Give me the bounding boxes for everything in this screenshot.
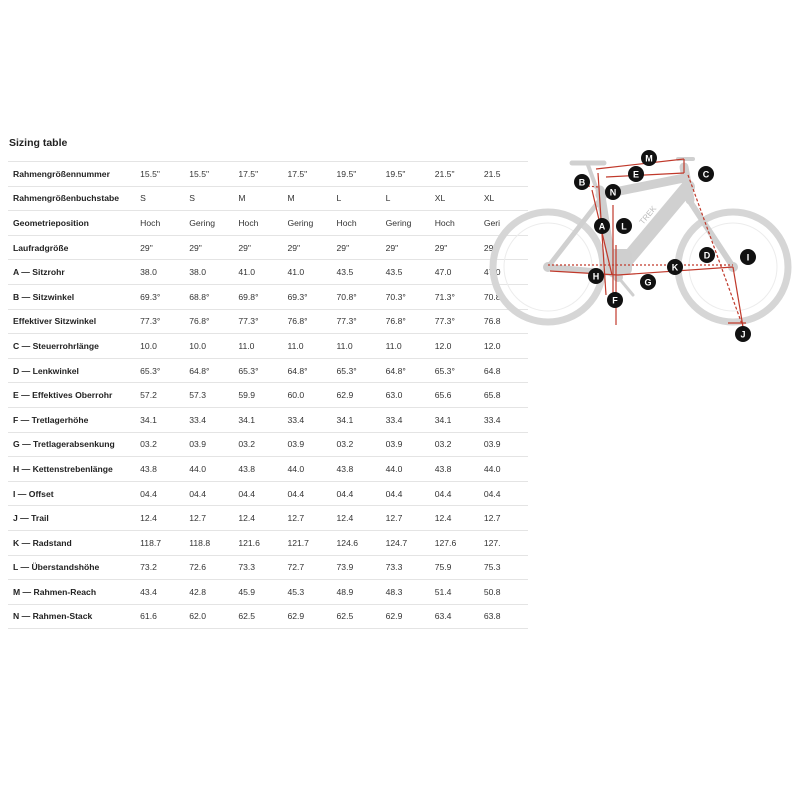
- table-cell: 03.9: [184, 432, 233, 457]
- table-cell: 121.7: [282, 530, 331, 555]
- table-cell: 03.2: [332, 432, 381, 457]
- table-cell: 76.8°: [282, 309, 331, 334]
- table-cell: 57.2: [135, 383, 184, 408]
- marker-A: [594, 218, 610, 234]
- table-cell: 29": [184, 235, 233, 260]
- marker-D: [699, 247, 715, 263]
- marker-F: [607, 292, 623, 308]
- table-cell: 43.4: [135, 580, 184, 605]
- table-cell: 45.3: [282, 580, 331, 605]
- row-label: E — Effektives Oberrohr: [8, 383, 135, 408]
- table-cell: 41.0: [233, 260, 282, 285]
- table-cell: 33.4: [282, 407, 331, 432]
- table-cell: 51.4: [430, 580, 479, 605]
- table-row: [8, 235, 528, 260]
- table-row: [8, 358, 528, 383]
- row-label: F — Tretlagerhöhe: [8, 407, 135, 432]
- table-cell: L: [381, 186, 430, 211]
- table-cell: 64.8: [479, 358, 528, 383]
- table-row: [8, 432, 528, 457]
- table-row: [8, 334, 528, 359]
- table-cell: 29": [479, 235, 528, 260]
- row-label: Rahmengrößenbuchstabe: [8, 186, 135, 211]
- table-cell: Hoch: [233, 211, 282, 236]
- marker-J-label: J: [740, 329, 746, 340]
- frame-logo: TREK: [637, 204, 659, 227]
- table-cell: 43.5: [332, 260, 381, 285]
- marker-F-label: F: [612, 295, 618, 306]
- table-cell: 69.8°: [233, 284, 282, 309]
- table-cell: 69.3°: [135, 284, 184, 309]
- table-cell: Gering: [381, 211, 430, 236]
- table-cell: 29": [332, 235, 381, 260]
- table-cell: 04.4: [184, 481, 233, 506]
- marker-L: [616, 218, 632, 234]
- table-row: [8, 457, 528, 482]
- table-row: [8, 383, 528, 408]
- table-cell: 03.2: [430, 432, 479, 457]
- table-cell: 03.2: [233, 432, 282, 457]
- table-cell: 124.7: [381, 530, 430, 555]
- table-cell: 64.8°: [381, 358, 430, 383]
- table-cell: 48.9: [332, 580, 381, 605]
- table-row: [8, 284, 528, 309]
- table-cell: 63.8: [479, 604, 528, 629]
- table-cell: 65.6: [430, 383, 479, 408]
- table-cell: 65.3°: [430, 358, 479, 383]
- table-cell: 38.0: [184, 260, 233, 285]
- table-cell: Hoch: [135, 211, 184, 236]
- sizing-table-container: [8, 161, 501, 629]
- marker-A-label: A: [598, 221, 606, 232]
- bike-geometry-svg: [488, 145, 798, 350]
- table-cell: 21.5": [430, 162, 479, 187]
- table-cell: 10.0: [184, 334, 233, 359]
- table-row: [8, 186, 528, 211]
- table-cell: 45.9: [233, 580, 282, 605]
- table-cell: 72.7: [282, 555, 331, 580]
- marker-D-label: D: [703, 250, 711, 261]
- table-cell: 70.8°: [332, 284, 381, 309]
- table-cell: 62.0: [184, 604, 233, 629]
- table-cell: 33.4: [479, 407, 528, 432]
- table-cell: S: [135, 186, 184, 211]
- marker-B-label: B: [578, 177, 586, 188]
- row-label: K — Radstand: [8, 530, 135, 555]
- table-cell: 62.5: [332, 604, 381, 629]
- marker-G-label: G: [644, 277, 652, 288]
- marker-M-label: M: [645, 153, 653, 164]
- table-cell: 44.0: [479, 457, 528, 482]
- table-cell: 61.6: [135, 604, 184, 629]
- table-cell: 71.3°: [430, 284, 479, 309]
- table-cell: 33.4: [381, 407, 430, 432]
- table-cell: 47.0: [430, 260, 479, 285]
- marker-M: [641, 150, 657, 166]
- table-cell: 04.4: [233, 481, 282, 506]
- table-cell: 73.9: [332, 555, 381, 580]
- table-cell: 10.0: [135, 334, 184, 359]
- table-cell: 04.4: [430, 481, 479, 506]
- table-cell: S: [184, 186, 233, 211]
- table-cell: 15.5": [184, 162, 233, 187]
- table-cell: 44.0: [282, 457, 331, 482]
- table-cell: 43.8: [430, 457, 479, 482]
- table-cell: 118.7: [135, 530, 184, 555]
- table-cell: 73.3: [381, 555, 430, 580]
- table-cell: Geri: [479, 211, 528, 236]
- table-row: [8, 481, 528, 506]
- row-label: C — Steuerrohrlänge: [8, 334, 135, 359]
- table-cell: 11.0: [282, 334, 331, 359]
- table-cell: 34.1: [430, 407, 479, 432]
- table-cell: 04.4: [332, 481, 381, 506]
- table-cell: 60.0: [282, 383, 331, 408]
- bike-geometry-diagram: [488, 145, 798, 350]
- table-cell: 63.0: [381, 383, 430, 408]
- marker-G: [640, 274, 656, 290]
- table-cell: 42.8: [184, 580, 233, 605]
- table-cell: 04.4: [282, 481, 331, 506]
- table-cell: 41.0: [282, 260, 331, 285]
- table-row: [8, 604, 528, 629]
- table-cell: 63.4: [430, 604, 479, 629]
- row-label: Laufradgröße: [8, 235, 135, 260]
- marker-C-label: C: [702, 169, 710, 180]
- table-cell: 62.9: [332, 383, 381, 408]
- table-cell: 62.9: [282, 604, 331, 629]
- table-cell: 44.0: [381, 457, 430, 482]
- page-title: Sizing table: [9, 137, 68, 149]
- table-cell: 57.3: [184, 383, 233, 408]
- table-cell: 70.3°: [381, 284, 430, 309]
- table-row: [8, 309, 528, 334]
- table-cell: M: [233, 186, 282, 211]
- table-cell: 64.8°: [282, 358, 331, 383]
- row-label: L — Überstandshöhe: [8, 555, 135, 580]
- table-cell: 33.4: [184, 407, 233, 432]
- table-cell: L: [332, 186, 381, 211]
- table-row: [8, 506, 528, 531]
- table-cell: 12.7: [184, 506, 233, 531]
- table-cell: 12.4: [332, 506, 381, 531]
- table-cell: 12.0: [479, 334, 528, 359]
- table-cell: 04.4: [381, 481, 430, 506]
- table-cell: 43.5: [381, 260, 430, 285]
- table-cell: 29": [135, 235, 184, 260]
- marker-J: [735, 326, 751, 342]
- table-cell: M: [282, 186, 331, 211]
- table-cell: 76.8°: [184, 309, 233, 334]
- table-cell: Gering: [282, 211, 331, 236]
- table-cell: 59.9: [233, 383, 282, 408]
- table-cell: 50.8: [479, 580, 528, 605]
- table-cell: 12.0: [430, 334, 479, 359]
- table-cell: 127.6: [430, 530, 479, 555]
- row-label: Rahmengrößennummer: [8, 162, 135, 187]
- marker-E-label: E: [632, 169, 640, 180]
- table-cell: 03.9: [381, 432, 430, 457]
- table-cell: 65.3°: [135, 358, 184, 383]
- table-cell: 43.8: [233, 457, 282, 482]
- table-cell: 12.7: [479, 506, 528, 531]
- marker-K-label: K: [671, 262, 679, 273]
- row-label: A — Sitzrohr: [8, 260, 135, 285]
- marker-B: [574, 174, 590, 190]
- table-cell: 70.8: [479, 284, 528, 309]
- table-cell: 29": [282, 235, 331, 260]
- sizing-table: [8, 161, 528, 629]
- table-row: [8, 555, 528, 580]
- marker-H: [588, 268, 604, 284]
- table-cell: 19.5": [332, 162, 381, 187]
- table-cell: 121.6: [233, 530, 282, 555]
- table-cell: 29": [233, 235, 282, 260]
- marker-H-label: H: [592, 271, 600, 282]
- table-cell: 12.7: [282, 506, 331, 531]
- table-cell: Hoch: [430, 211, 479, 236]
- row-label: I — Offset: [8, 481, 135, 506]
- table-cell: 38.0: [135, 260, 184, 285]
- table-cell: 65.3°: [332, 358, 381, 383]
- row-label: J — Trail: [8, 506, 135, 531]
- table-cell: XL: [430, 186, 479, 211]
- table-row: [8, 580, 528, 605]
- table-cell: 04.4: [479, 481, 528, 506]
- table-cell: 68.8°: [184, 284, 233, 309]
- table-cell: 75.3: [479, 555, 528, 580]
- row-label: N — Rahmen-Stack: [8, 604, 135, 629]
- table-cell: 76.8: [479, 309, 528, 334]
- table-cell: 65.3°: [233, 358, 282, 383]
- table-cell: 48.3: [381, 580, 430, 605]
- table-cell: Gering: [184, 211, 233, 236]
- table-cell: 03.2: [135, 432, 184, 457]
- table-cell: 34.1: [233, 407, 282, 432]
- table-row: [8, 211, 528, 236]
- table-cell: 11.0: [332, 334, 381, 359]
- table-cell: 43.8: [332, 457, 381, 482]
- table-cell: 17.5": [233, 162, 282, 187]
- marker-C: [698, 166, 714, 182]
- table-cell: 73.2: [135, 555, 184, 580]
- table-cell: 11.0: [381, 334, 430, 359]
- marker-K: [667, 259, 683, 275]
- marker-I: [740, 249, 756, 265]
- table-cell: 11.0: [233, 334, 282, 359]
- table-cell: 76.8°: [381, 309, 430, 334]
- table-cell: 03.9: [282, 432, 331, 457]
- table-cell: 124.6: [332, 530, 381, 555]
- table-row: [8, 407, 528, 432]
- table-cell: 34.1: [332, 407, 381, 432]
- table-row: [8, 260, 528, 285]
- row-label: M — Rahmen-Reach: [8, 580, 135, 605]
- row-label: D — Lenkwinkel: [8, 358, 135, 383]
- table-cell: 72.6: [184, 555, 233, 580]
- table-cell: 29": [430, 235, 479, 260]
- table-cell: XL: [479, 186, 528, 211]
- table-cell: 77.3°: [332, 309, 381, 334]
- table-cell: 21.5: [479, 162, 528, 187]
- marker-I-label: I: [746, 252, 750, 263]
- marker-N: [605, 184, 621, 200]
- table-cell: 44.0: [184, 457, 233, 482]
- table-cell: 127.: [479, 530, 528, 555]
- table-cell: 62.9: [381, 604, 430, 629]
- table-cell: 118.8: [184, 530, 233, 555]
- table-cell: 15.5": [135, 162, 184, 187]
- row-label: G — Tretlagerabsenkung: [8, 432, 135, 457]
- marker-E: [628, 166, 644, 182]
- table-cell: 77.3°: [135, 309, 184, 334]
- table-cell: 12.7: [381, 506, 430, 531]
- table-cell: 65.8: [479, 383, 528, 408]
- table-cell: 12.4: [233, 506, 282, 531]
- table-cell: 29": [381, 235, 430, 260]
- sizing-table-body: [8, 162, 528, 629]
- table-cell: 77.3°: [430, 309, 479, 334]
- table-cell: 12.4: [430, 506, 479, 531]
- table-cell: 19.5": [381, 162, 430, 187]
- table-cell: 75.9: [430, 555, 479, 580]
- table-cell: Hoch: [332, 211, 381, 236]
- row-label: H — Kettenstrebenlänge: [8, 457, 135, 482]
- table-cell: 17.5": [282, 162, 331, 187]
- table-cell: 47.0: [479, 260, 528, 285]
- table-row: [8, 530, 528, 555]
- marker-L-label: L: [621, 221, 627, 232]
- row-label: Geometrieposition: [8, 211, 135, 236]
- table-cell: 73.3: [233, 555, 282, 580]
- table-cell: 04.4: [135, 481, 184, 506]
- row-label: Effektiver Sitzwinkel: [8, 309, 135, 334]
- table-cell: 62.5: [233, 604, 282, 629]
- table-cell: 12.4: [135, 506, 184, 531]
- table-cell: 69.3°: [282, 284, 331, 309]
- table-cell: 34.1: [135, 407, 184, 432]
- table-row: [8, 162, 528, 187]
- row-label: B — Sitzwinkel: [8, 284, 135, 309]
- table-cell: 64.8°: [184, 358, 233, 383]
- table-cell: 03.9: [479, 432, 528, 457]
- marker-N-label: N: [609, 187, 617, 198]
- table-cell: 43.8: [135, 457, 184, 482]
- table-cell: 77.3°: [233, 309, 282, 334]
